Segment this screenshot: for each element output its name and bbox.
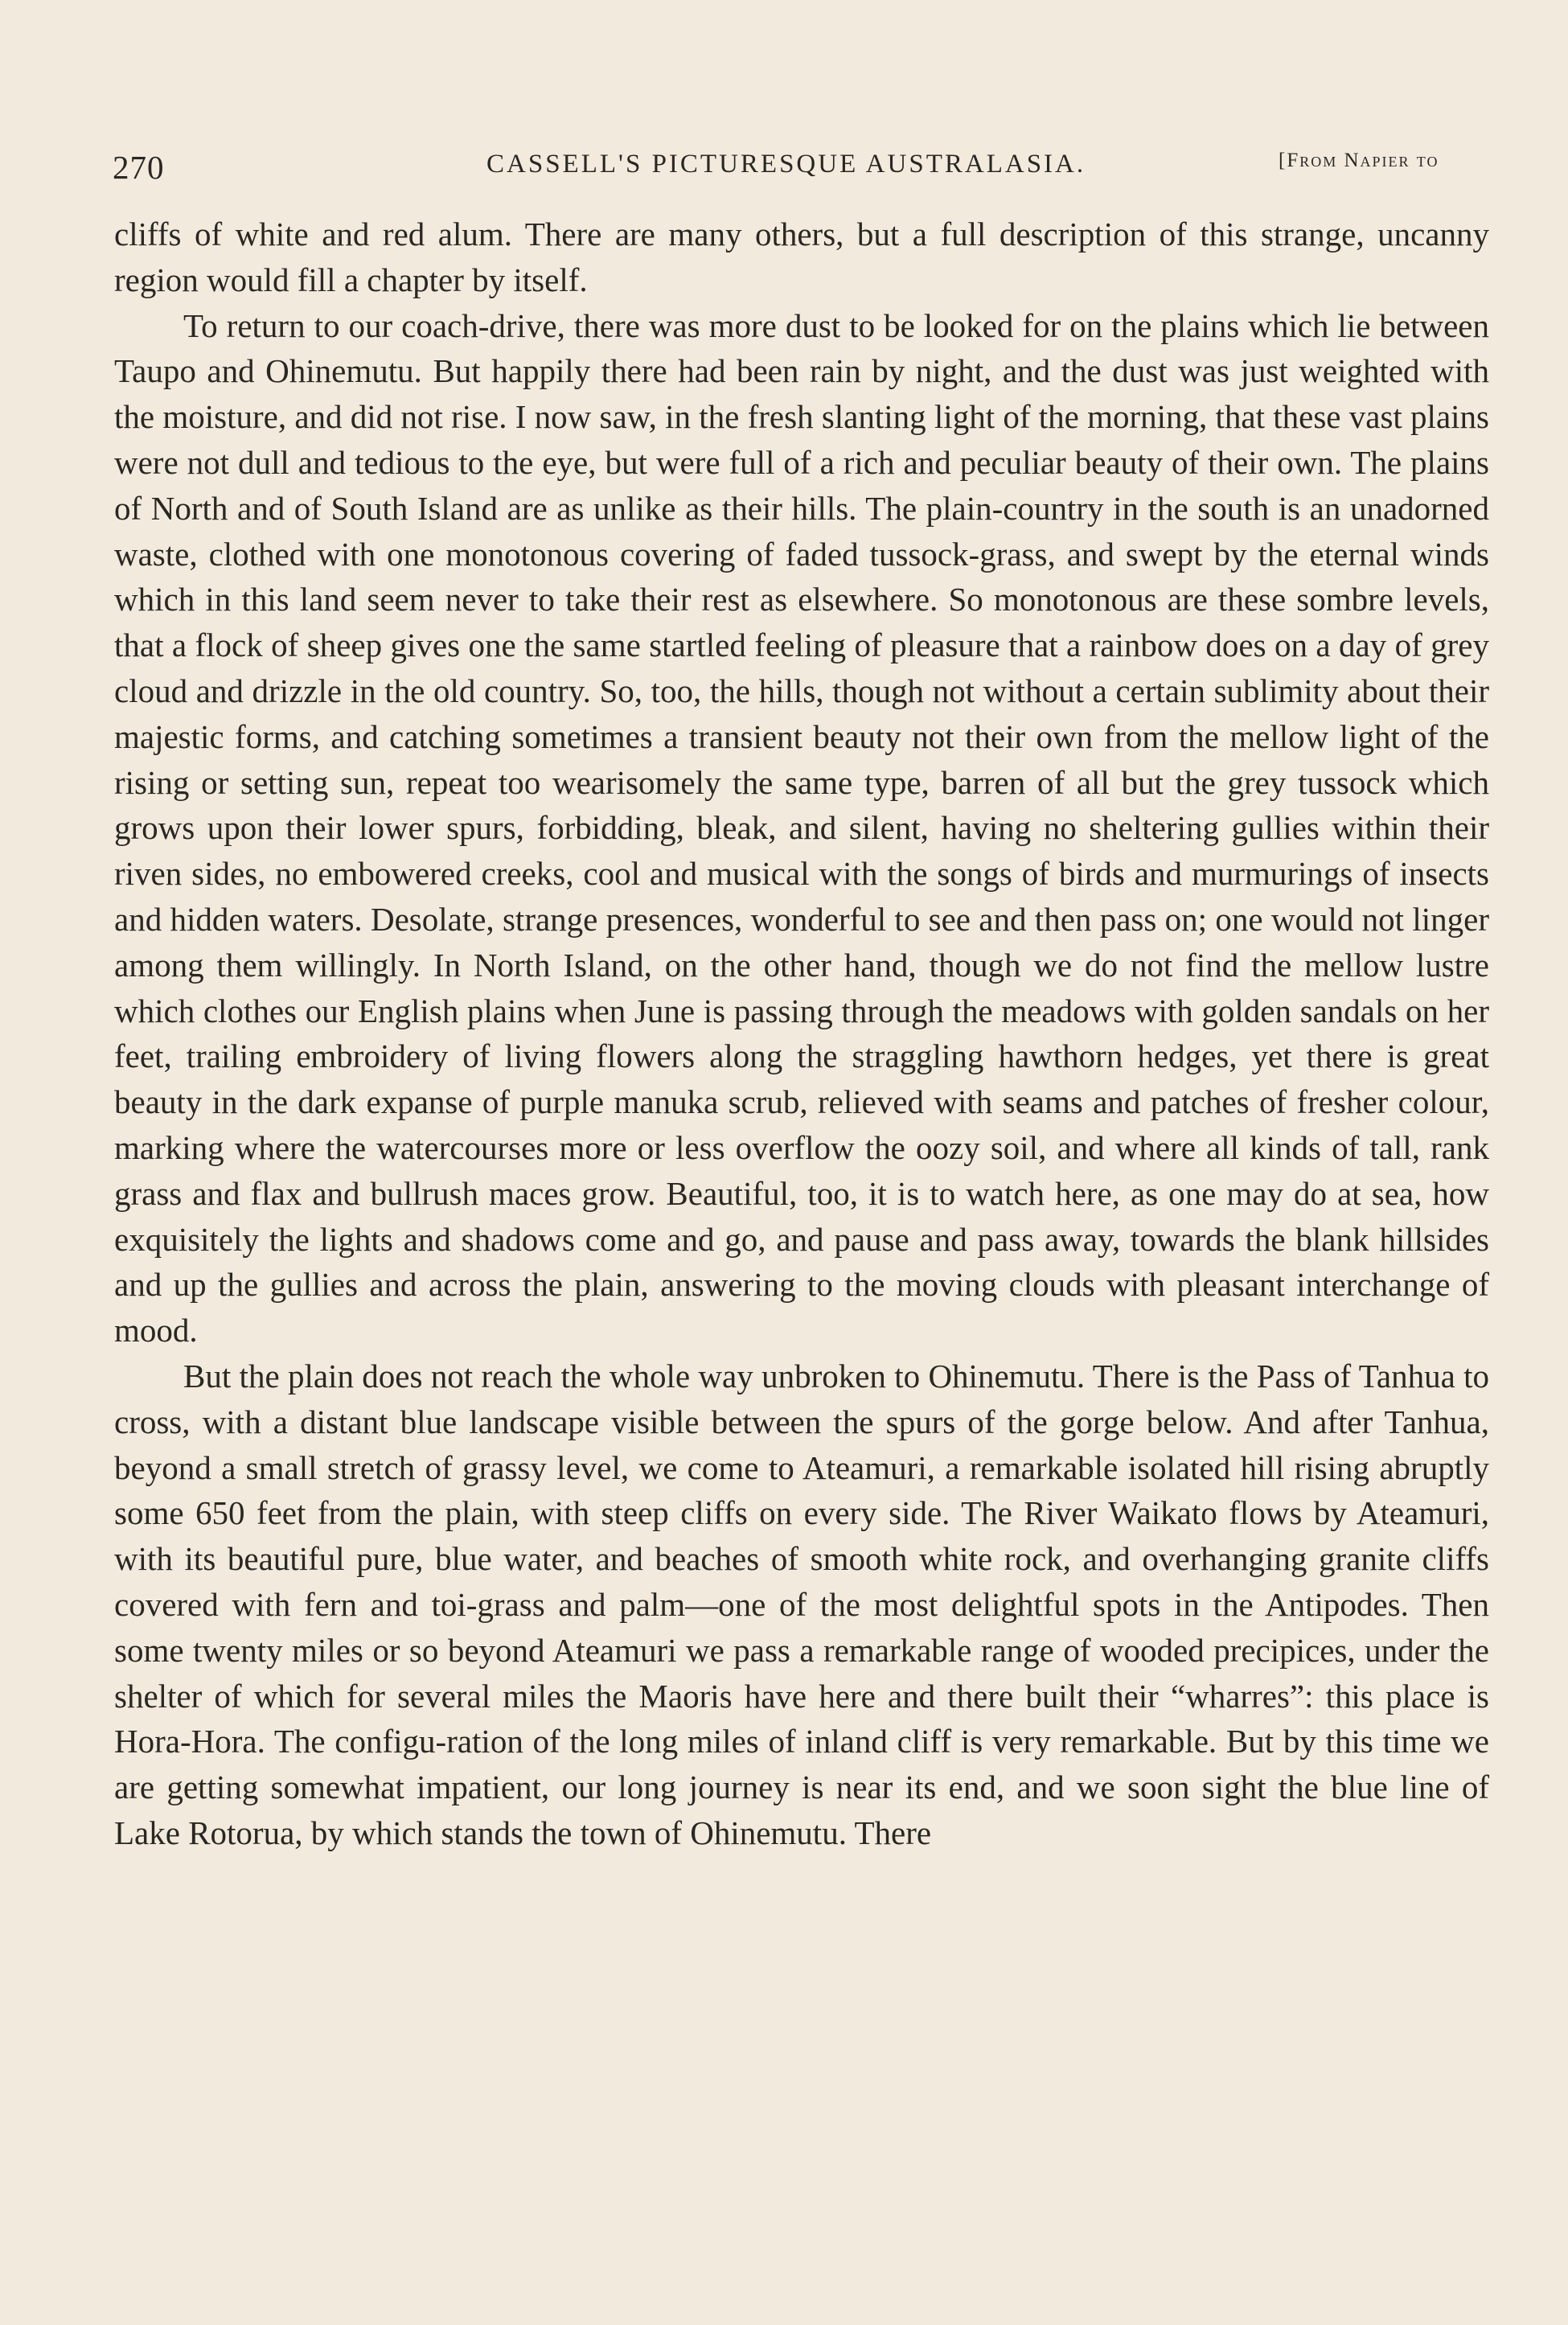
paragraph-1: cliffs of white and red alum. There are many others, but a full description of this strange, uncanny region would fill a chapter by itself.	[114, 216, 1489, 298]
page-number: 270	[113, 149, 165, 186]
paragraph-2: To return to our coach-drive, there was more dust to be looked for on the plains which lie between Taupo and Ohinemutu. But happily there had been rain by night, and the dust was just weighted with the moisture, and did not rise. I now saw, in the fresh slanting light of the morning, that these vast plains were not dull and tedious to the eye, but were full of a rich and peculiar beauty of their own. The plains of North and of South Island are as unlike as their hills. The plain-country in the south is an unadorned waste, clothed with one monotonous covering of faded tussock-grass, and swept by the eternal winds which in this land seem never to take their rest as elsewhere. So monotonous are these sombre levels, that a flock of sheep gives one the same startled feeling of pleasure that a rainbow does on a day of grey cloud and drizzle in the old country. So, too, the hills, though not without a certain sublimity about their majestic forms, and catching sometimes a transient beauty not their own from the mellow light of the rising or setting sun, repeat too wearisomely the same type, barren of all but the grey tussock which grows upon their lower spurs, forbidding, bleak, and silent, having no sheltering gullies within their riven sides, no embowered creeks, cool and musical with the songs of birds and murmurings of insects and hidden waters. Desolate, strange presences, wonderful to see and then pass on; one would not linger among them willingly. In North Island, on the other hand, though we do not find the mellow lustre which clothes our English plains when June is passing through the meadows with golden sandals on her feet, trailing embroidery of living flowers along the straggling hawthorn hedges, yet there is great beauty in the dark expanse of purple manuka scrub, relieved with seams and patches of fresher colour, marking where the watercourses more or less overflow the oozy soil, and where all kinds of tall, rank grass and flax and bullrush maces grow. Beautiful, too, it is to watch here, as one may do at sea, how exquisitely the lights and shadows come and go, and pause and pass away, towards the blank hillsides and up the gullies and across the plain, answering to the moving clouds with pleasant interchange of mood.	[114, 306, 1489, 1349]
running-head	[113, 143, 1463, 191]
running-section: [From Napier to	[1279, 150, 1439, 171]
paragraph-3: But the plain does not reach the whole way unbroken to Ohinemutu. There is the Pass of Tanhua to cross, with a distant blue landscape visible between the spurs of the gorge below. And after Tanhua, beyond a small stretch of grassy level, we come to Ateamuri, a remarkable isolated hill rising abruptly some 650 feet from the plain, with steep cliffs on every side. The River Waikato flows by Ateamuri, with its beautiful pure, blue water, and beaches of smooth white rock, and overhanging granite cliffs covered with fern and toi-grass and palm—one of the most delightful spots in the Antipodes. Then some twenty miles or so beyond Ateamuri we pass a remarkable range of wooded precipices, under the shelter of which for several miles the Maoris have here and there built their “wharres”: this place is Hora-Hora. The configu-ration of the long miles of inland cliff is very remarkable. But by this time we are getting somewhat impatient, our long journey is near its end, and we soon sight the blue line of Lake Rotorua, by which stands the town of Ohinemutu. There	[114, 1357, 1489, 1851]
running-title: CASSELL'S PICTURESQUE AUSTRALASIA.	[486, 150, 1086, 179]
body-text	[114, 212, 1489, 1856]
